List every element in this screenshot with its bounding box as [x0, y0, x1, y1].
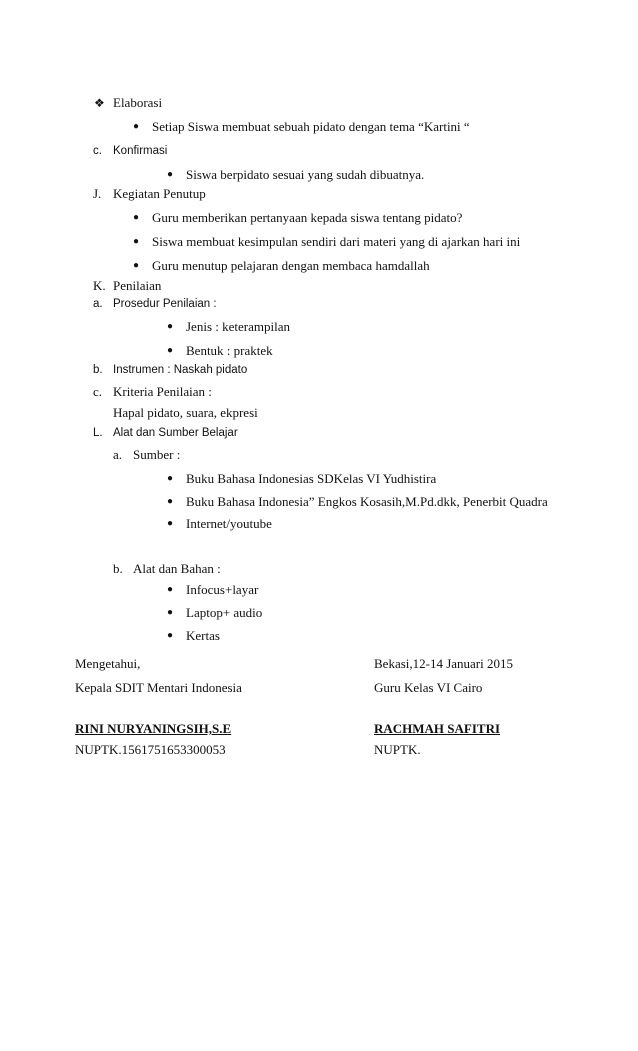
signature-left-name: RINI NURYANINGSIH,S.E	[75, 721, 232, 736]
bullet-icon: ●	[167, 607, 174, 618]
subsection-title-instrumen: Instrumen : Naskah pidato	[113, 364, 248, 376]
subsection-marker: b.	[113, 561, 123, 576]
bullet-icon: ●	[167, 473, 174, 484]
bullet-icon: ●	[133, 121, 140, 132]
subsection-title-bahan: Alat dan Bahan :	[133, 561, 221, 576]
subsection-title-prosedur: Prosedur Penilaian :	[113, 298, 217, 310]
section-title-konfirmasi: Konfirmasi	[113, 145, 168, 157]
bullet-icon: ●	[167, 584, 174, 595]
signature-left-id: NUPTK.1561751653300053	[75, 742, 226, 757]
list-item: Bentuk : praktek	[186, 343, 273, 358]
signature-right-name: RACHMAH SAFITRI	[374, 721, 501, 736]
subsection-marker: a.	[93, 298, 103, 310]
section-title-penilaian: Penilaian	[113, 278, 162, 293]
signature-left-line1: Mengetahui,	[75, 656, 141, 671]
subsection-marker: a.	[113, 447, 123, 462]
section-title-alat: Alat dan Sumber Belajar	[113, 427, 238, 439]
bullet-icon: ●	[133, 260, 140, 271]
signature-right-id: NUPTK.	[374, 742, 421, 757]
diamond-bullet-icon: ❖	[94, 96, 105, 110]
signature-right-line1: Bekasi,12-14 Januari 2015	[374, 656, 514, 671]
list-item: Buku Bahasa Indonesias SDKelas VI Yudhistira	[186, 471, 437, 486]
list-item: Jenis : keterampilan	[186, 319, 290, 334]
list-item: Internet/youtube	[186, 516, 272, 531]
bullet-icon: ●	[167, 518, 174, 529]
bullet-icon: ●	[167, 321, 174, 332]
section-marker: J.	[93, 186, 102, 201]
section-title-elaborasi: Elaborasi	[113, 95, 163, 110]
subsection-title-kriteria: Kriteria Penilaian :	[113, 384, 212, 399]
bullet-icon: ●	[167, 345, 174, 356]
kriteria-detail: Hapal pidato, suara, ekpresi	[113, 405, 258, 420]
subsection-title-sumber: Sumber :	[133, 447, 181, 462]
list-item: Guru menutup pelajaran dengan membaca hamdallah	[152, 258, 430, 273]
bullet-icon: ●	[167, 630, 174, 641]
list-item: Buku Bahasa Indonesia” Engkos Kosasih,M.Pd.dkk, Penerbit Quadra	[186, 494, 548, 509]
list-item: Siswa membuat kesimpulan sendiri dari materi yang di ajarkan hari ini	[152, 234, 521, 249]
subsection-marker: c.	[93, 384, 103, 399]
list-item: Siswa berpidato sesuai yang sudah dibuatnya.	[186, 167, 425, 182]
list-item: Infocus+layar	[186, 582, 259, 597]
section-marker: K.	[93, 278, 106, 293]
section-title-penutup: Kegiatan Penutup	[113, 186, 206, 201]
subsection-marker: b.	[93, 364, 103, 376]
list-item: Setiap Siswa membuat sebuah pidato dengan tema “Kartini “	[152, 119, 470, 134]
signature-right-line2: Guru Kelas VI Cairo	[374, 680, 483, 695]
section-marker: c.	[93, 145, 102, 157]
list-item: Laptop+ audio	[186, 605, 263, 620]
bullet-icon: ●	[167, 496, 174, 507]
list-item: Guru memberikan pertanyaan kepada siswa tentang pidato?	[152, 210, 463, 225]
bullet-icon: ●	[133, 212, 140, 223]
list-item: Kertas	[186, 628, 220, 643]
bullet-icon: ●	[133, 236, 140, 247]
bullet-icon: ●	[167, 169, 174, 180]
section-marker: L.	[93, 427, 103, 439]
signature-left-line2: Kepala SDIT Mentari Indonesia	[75, 680, 242, 695]
